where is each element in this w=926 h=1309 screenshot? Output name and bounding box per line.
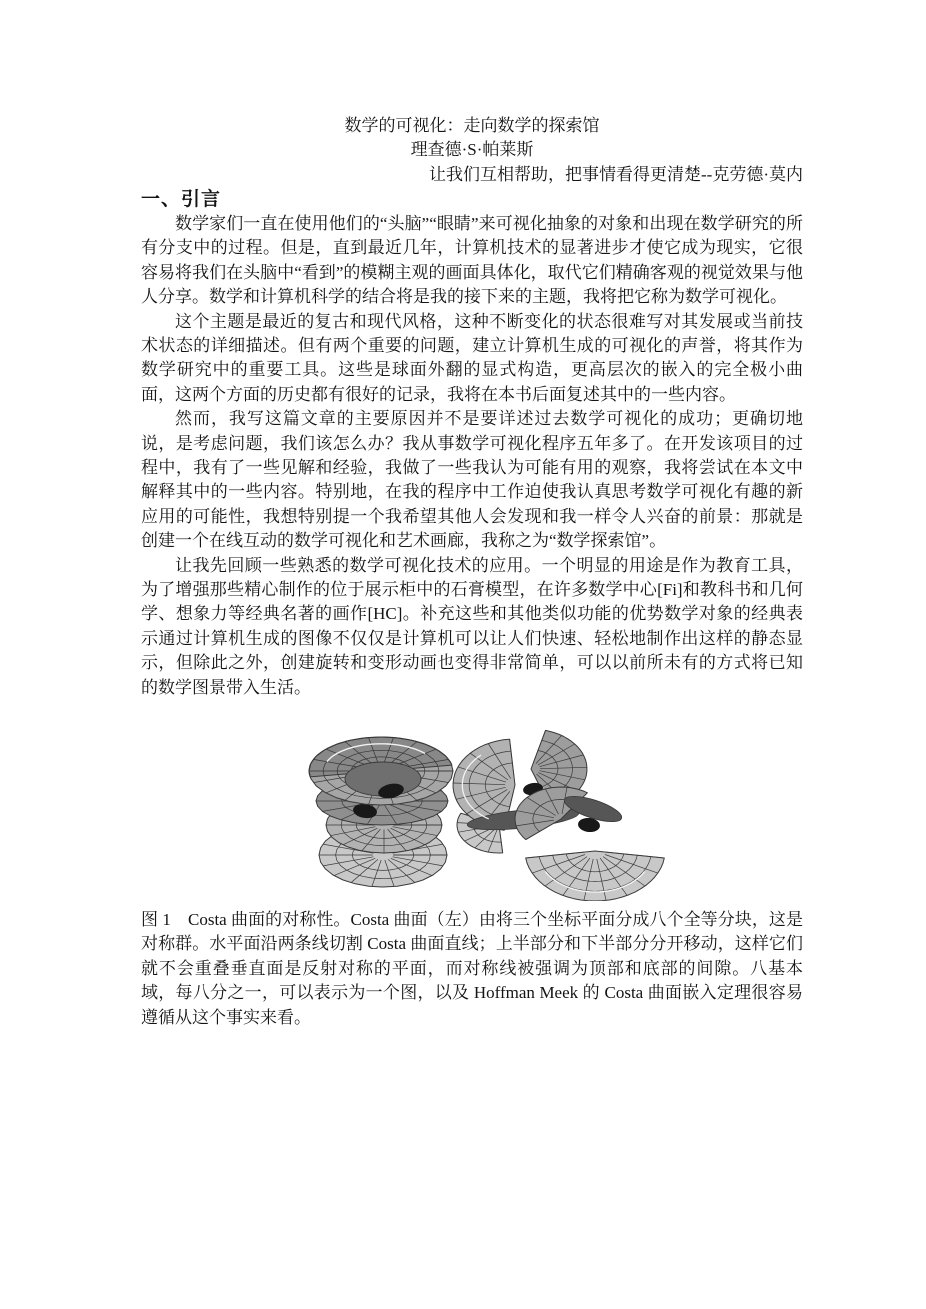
document-page bbox=[141, 114, 803, 1030]
author-line: 理查德·S·帕莱斯 bbox=[410, 140, 534, 160]
costa-surface-image bbox=[293, 713, 665, 901]
paragraph-2: 这个主题是最近的复古和现代风格，这种不断变化的状态很难写对其发展或当前技术状态的详细描述。但有两个重要的问题，建立计算机生成的可视化的声誉，将其作为数学研究中的重要工具。这些是球面外翻的显式构造，更高层次的嵌入的完全极小曲面，这两个方面的历史都有很好的记录，我将在本书后面复述其中的一些内容。 bbox=[141, 311, 803, 404]
figure-caption: 图 1 Costa 曲面的对称性。Costa 曲面（左）由将三个坐标平面分成八个全等分块，这是对称群。水平面沿两条线切割 Costa 曲面直线；上半部分和下半部分分开移动，这样它们就不会重叠垂直面是反射对称的平面，而对称线被强调为顶部和底部的间隙。八基本域，每八分之一，可以表示为一个图，以及 Hoffman Meek 的 Costa 曲面嵌入定理很容易遵循从这个事实来看。 bbox=[141, 910, 803, 1027]
paragraph-4: 让我先回顾一些熟悉的数学可视化技术的应用。一个明显的用途是作为教育工具，为了增强那些精心制作的位于展示柜中的石膏模型，在许多数学中心[Fi]和教科书和几何学、想象力等经典名著的画作[HC]。补充这些和其他类似功能的优势数学对象的经典表示通过计算机生成的图像不仅仅是计算机可以让人们快速、轻松地制作出这样的静态显示，但除此之外，创建旋转和变形动画也变得非常简单，可以以前所未有的方式将已知的数学图景带入生活。 bbox=[141, 555, 803, 697]
section-heading-introduction: 一、引言 bbox=[141, 188, 222, 210]
document-title: 数学的可视化：走向数学的探索馆 bbox=[344, 116, 600, 135]
paragraph-3: 然而，我写这篇文章的主要原因并不是要详述过去数学可视化的成功；更确切地说，是考虑问题，我们该怎么办？我从事数学可视化程序五年多了。在开发该项目的过程中，我有了一些见解和经验，我做了一些我认为可能有用的观察，我将尝试在本文中解释其中的一些内容。特别地，在我的程序中工作迫使我认真思考数学可视化有趣的新应用的可能性，我想特别提一个我希望其他人会发现和我一样令人兴奋的前景：那就是创建一个在线互动的数学可视化和艺术画廊，我称之为“数学探索馆”。 bbox=[141, 409, 803, 551]
paragraph-1: 数学家们一直在使用他们的“头脑”“眼睛”来可视化抽象的对象和出现在数学研究的所有分支中的过程。但是，直到最近几年，计算机技术的显著进步才使它成为现实，它很容易将我们在头脑中“看到”的模糊主观的画面具体化，取代它们精确客观的视觉效果与他人分享。数学和计算机科学的结合将是我的接下来的主题，我将把它称为数学可视化。 bbox=[141, 213, 803, 307]
costa-surface-figure bbox=[293, 713, 665, 901]
epigraph: 让我们互相帮助，把事情看得更清楚--克劳德·莫内 bbox=[429, 164, 803, 184]
